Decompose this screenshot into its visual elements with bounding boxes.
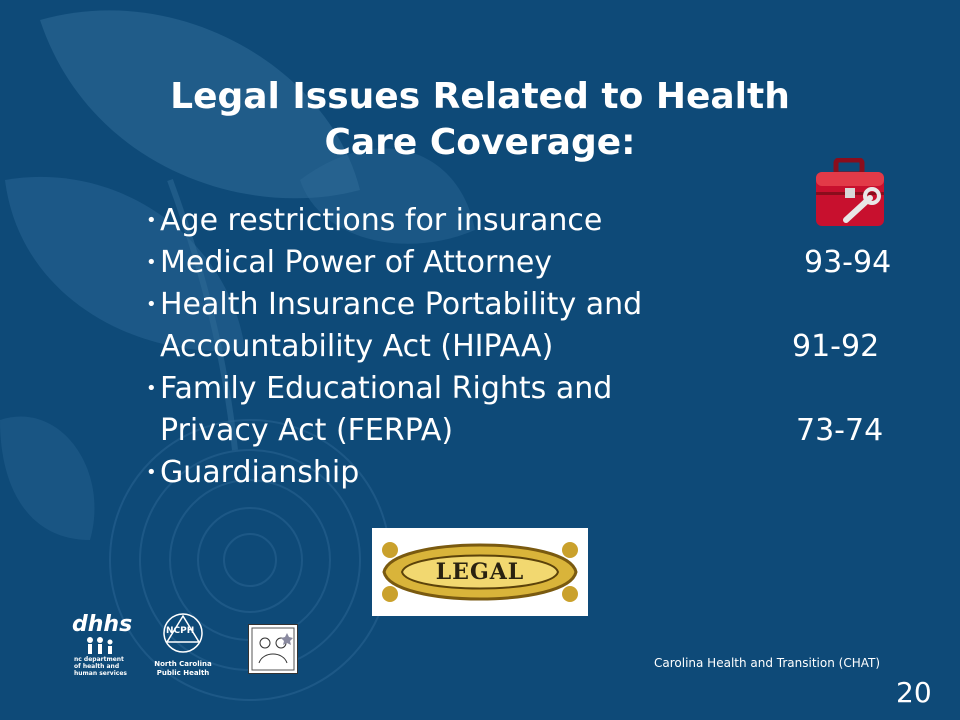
slide-title: [100, 74, 860, 166]
list-item: [146, 368, 926, 452]
bullet-icon: •: [146, 378, 157, 399]
footer-text: Carolina Health and Transition (CHAT): [654, 656, 881, 670]
dhhs-logo-text: [74, 656, 127, 677]
ncph-logo-mark: NCPH: [166, 626, 195, 636]
dhhs-logo-mark: dhhs: [72, 612, 133, 637]
dhhs-logo-line: human services: [74, 670, 127, 677]
list-item: [146, 200, 926, 242]
bullet-text: Guardianship: [160, 455, 360, 490]
toolbox-icon: [812, 158, 888, 230]
dhhs-logo: [68, 612, 132, 682]
bullet-icon: •: [146, 294, 157, 315]
legal-text: LEGAL: [435, 559, 525, 585]
list-item: [146, 452, 926, 494]
page-reference: 93-94: [804, 245, 892, 280]
chat-logo-drawing: [249, 625, 297, 673]
bullet-text: Family Educational Rights and: [160, 371, 613, 406]
bullet-icon: •: [146, 462, 157, 483]
legal-image: [372, 528, 588, 616]
ncph-logo-line: Public Health: [156, 669, 210, 677]
ncph-logo-line: North Carolina: [154, 660, 212, 668]
title-line-1: Legal Issues Related to Health: [170, 76, 790, 117]
title-line-2: Care Coverage:: [324, 122, 636, 163]
page-reference: 73-74: [796, 413, 884, 448]
ncph-logo-text: [148, 660, 218, 678]
page-number: 20: [896, 676, 932, 709]
bullet-text: Medical Power of Attorney: [160, 245, 553, 280]
page-reference: 91-92: [792, 329, 880, 364]
ncph-logo: [148, 608, 218, 684]
dhhs-logo-line: nc department: [74, 656, 124, 663]
dhhs-logo-line: of health and: [74, 663, 120, 670]
bullet-list: [146, 200, 926, 494]
family-figures-icon: [84, 636, 116, 654]
bullet-text: Health Insurance Portability and: [160, 287, 643, 322]
bullet-icon: •: [146, 210, 157, 231]
bullet-text-continued: Accountability Act (HIPAA): [160, 329, 554, 364]
bullet-text-continued: Privacy Act (FERPA): [160, 413, 454, 448]
bullet-icon: •: [146, 252, 157, 273]
list-item: [146, 242, 926, 284]
bullet-text: Age restrictions for insurance: [160, 203, 603, 238]
list-item: [146, 284, 926, 368]
chat-logo: [248, 624, 298, 674]
